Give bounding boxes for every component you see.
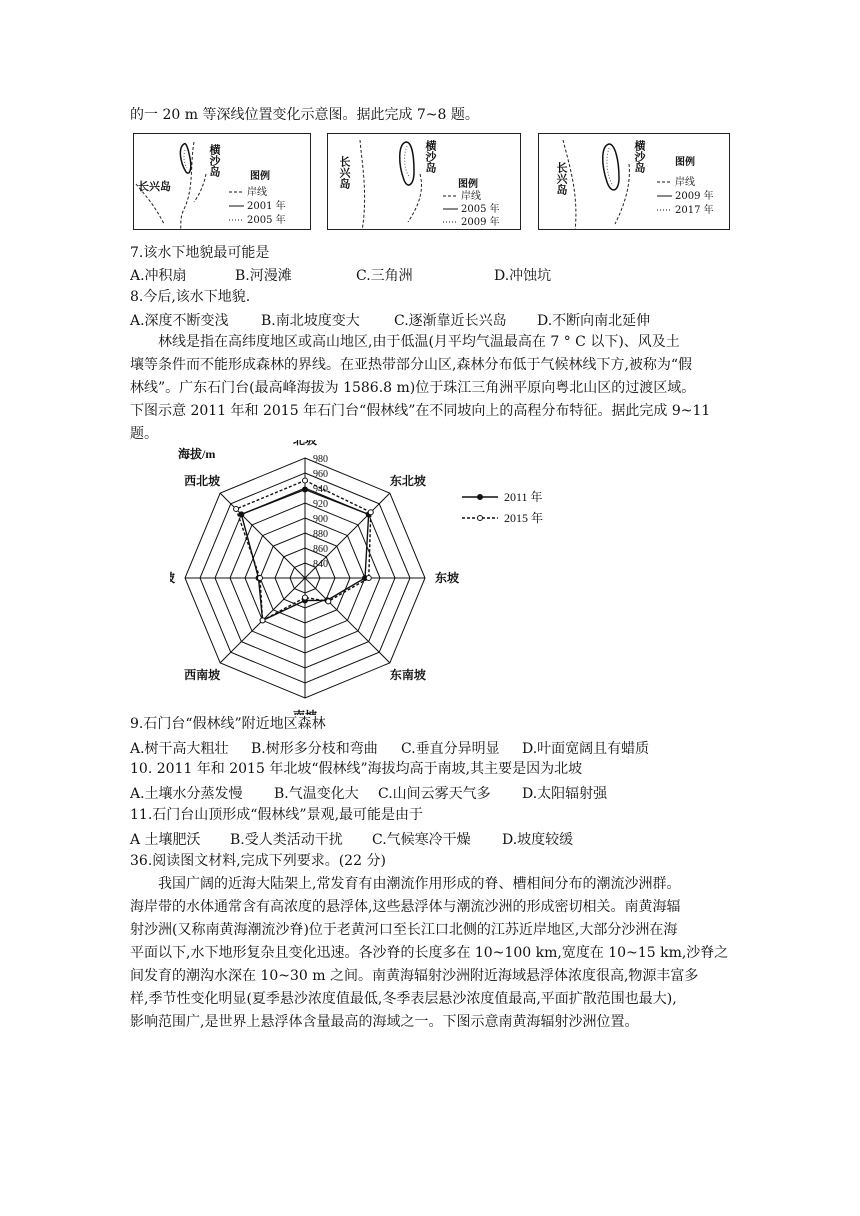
q7-option-b: B.河漫滩 — [235, 268, 292, 284]
radar-direction-label: 东南坡 — [389, 667, 426, 682]
map2-island1: 长兴岛 — [338, 156, 351, 189]
map3-legend-2: 2009 年 — [675, 191, 714, 202]
radar-data-point — [260, 618, 265, 623]
passage1-line: 题。 — [130, 426, 158, 442]
passage2-line: 平面以下,水下地形复杂且变化迅速。各沙脊的长度多在 10~100 km,宽度在 10~15 km,沙脊之 — [130, 945, 729, 961]
map1-legend-title: 图例 — [250, 171, 270, 182]
q10-option-b: B.气温变化大 — [274, 786, 359, 802]
radar-ylabel: 海拔/m — [178, 447, 216, 461]
radar-legend-marker — [478, 495, 483, 500]
map3-legend-title: 图例 — [675, 157, 695, 168]
map2-island2: 横沙岛 — [424, 140, 437, 173]
q10-stem: 10. 2011 年和 2015 年北坡“假林线”海拔均高于南坡,其主要是因为北坡 — [130, 761, 583, 777]
q9-option-a: A.树干高大粗壮 — [130, 741, 229, 757]
radar-tick-label: 940 — [313, 484, 328, 495]
radar-data-point — [326, 599, 331, 604]
radar-tick-label: 980 — [313, 454, 328, 465]
map2-legend-title: 图例 — [458, 179, 478, 190]
radar-tick-label: 840 — [313, 559, 328, 570]
radar-legend-label: 2015 年 — [504, 511, 544, 525]
radar-chart — [170, 440, 590, 715]
q8-option-c: C.逐渐靠近长兴岛 — [394, 313, 507, 329]
radar-data-point — [366, 576, 371, 581]
map-panel-1 — [133, 133, 311, 230]
passage1-line: 下图示意 2011 年和 2015 年石门台“假林线”在不同坡向上的高程分布特征。据此完成 9~11 — [130, 403, 711, 419]
map1-legend-2: 2001 年 — [247, 201, 286, 212]
radar-data-point — [303, 487, 308, 492]
map3-legend-3: 2017 年 — [675, 205, 714, 216]
radar-direction-label: 东北坡 — [389, 474, 426, 489]
map1-island1: 长兴岛 — [138, 180, 171, 193]
q9-option-b: B.树形多分枝和弯曲 — [251, 741, 378, 757]
q11-option-b: B.受人类活动干扰 — [230, 832, 343, 848]
radar-direction-label: 北坡 — [292, 440, 318, 447]
map1-legend-1: 岸线 — [247, 187, 267, 198]
radar-data-point — [239, 512, 244, 517]
q9-option-d: D.叶面宽阔且有蜡质 — [522, 741, 650, 757]
radar-tick-label: 880 — [313, 529, 328, 540]
radar-tick-label: 860 — [313, 544, 328, 555]
map-panel-3 — [538, 133, 730, 230]
passage1-line: 林线”。广东石门台(最高峰海拔为 1586.8 m)位于珠江三角洲平原向粤北山区的过渡区域。 — [130, 380, 696, 396]
q7-stem: 7.该水下地貌最可能是 — [130, 245, 270, 261]
map-panel-2 — [327, 133, 521, 230]
passage2-line: 间发育的潮沟水深在 10~30 m 之间。南黄海辐射沙洲附近海域悬浮体浓度很高,物源丰富多 — [130, 968, 699, 984]
radar-data-point — [258, 576, 263, 581]
radar-legend-label: 2011 年 — [504, 490, 543, 504]
radar-data-point — [303, 595, 308, 600]
passage2-line: 样,季节性变化明显(夏季悬沙浓度值最低,冬季表层悬沙浓度值最高,平面扩散范围也最大), — [130, 991, 677, 1007]
map2-legend-1: 岸线 — [461, 191, 481, 202]
q10-option-c: C.山间云雾天气多 — [378, 786, 491, 802]
q11-option-c: C.气候寒冷干燥 — [372, 832, 471, 848]
q11-stem: 11.石门台山顶形成“假林线”景观,最可能是由于 — [130, 807, 424, 823]
radar-legend-marker — [478, 516, 483, 521]
passage2-line: 我国广阔的近海大陆架上,常发育有由潮流作用形成的脊、槽相间分布的潮流沙洲群。 — [130, 876, 681, 892]
q9-option-c: C.垂直分异明显 — [401, 741, 500, 757]
q36-stem: 36.阅读图文材料,完成下列要求。(22 分) — [130, 853, 386, 869]
radar-direction-label — [170, 570, 176, 585]
q11-option-d: D.坡度较缓 — [502, 832, 574, 848]
map2-legend-3: 2009 年 — [461, 217, 500, 228]
radar-direction-label: 西北坡 — [184, 474, 221, 489]
q7-option-a: A.冲积扇 — [130, 268, 187, 284]
q8-option-b: B.南北坡度变大 — [261, 313, 360, 329]
q8-option-d: D.不断向南北延伸 — [537, 313, 651, 329]
q7-option-d: D.冲蚀坑 — [494, 268, 552, 284]
passage-false-treeline — [130, 331, 730, 446]
radar-direction-label: 西南坡 — [184, 667, 221, 682]
passage2-line: 影响范围广,是世界上悬浮体含量最高的海域之一。下图示意南黄海辐射沙洲位置。 — [130, 1014, 639, 1030]
passage-sand-ridges — [130, 873, 730, 1034]
passage1-line: 壤等条件而不能形成森林的界线。在亚热带部分山区,森林分布低于气候林线下方,被称为“假 — [130, 357, 693, 373]
radar-direction-label: 东坡 — [434, 571, 460, 585]
map3-island2: 横沙岛 — [633, 140, 646, 173]
map2-legend-2: 2005 年 — [461, 204, 500, 215]
q7-option-c: C.三角洲 — [356, 268, 413, 284]
radar-chart-svg — [170, 440, 590, 715]
radar-tick-label: 960 — [313, 469, 328, 480]
q10-option-a: A.土壤水分蒸发慢 — [130, 786, 243, 802]
map3-legend-1: 岸线 — [675, 177, 695, 188]
passage2-line: 海岸带的水体通常含有高浓度的悬浮体,这些悬浮体与潮流沙洲的形成密切相关。南黄海辐 — [130, 899, 681, 915]
q10-option-d: D.太阳辐射强 — [522, 786, 608, 802]
q8-stem: 8.今后,该水下地貌. — [130, 289, 251, 305]
q8-option-a: A.深度不断变浅 — [130, 313, 229, 329]
intro-text: 的一 20 m 等深线位置变化示意图。据此完成 7~8 题。 — [130, 107, 479, 123]
q11-option-a: A 土壤肥沃 — [130, 832, 201, 848]
passage1-line: 林线是指在高纬度地区或高山地区,由于低温(月平均气温最高在 7 ° C 以下)、风及土 — [130, 334, 680, 350]
radar-data-point — [368, 510, 373, 515]
radar-tick-label: 920 — [313, 499, 328, 510]
map1-island2: 横沙岛 — [208, 144, 221, 177]
map3-island1: 长兴岛 — [555, 162, 568, 195]
q9-stem: 9.石门台“假林线”附近地区森林 — [130, 716, 326, 732]
radar-data-point — [234, 507, 239, 512]
radar-tick-label: 900 — [313, 514, 328, 525]
radar-data-point — [303, 478, 308, 483]
passage2-line: 射沙洲(又称南黄海潮流沙脊)位于老黄河口至长江口北侧的江苏近岸地区,大部分沙洲在海 — [130, 922, 678, 938]
map1-legend-3: 2005 年 — [247, 215, 286, 226]
